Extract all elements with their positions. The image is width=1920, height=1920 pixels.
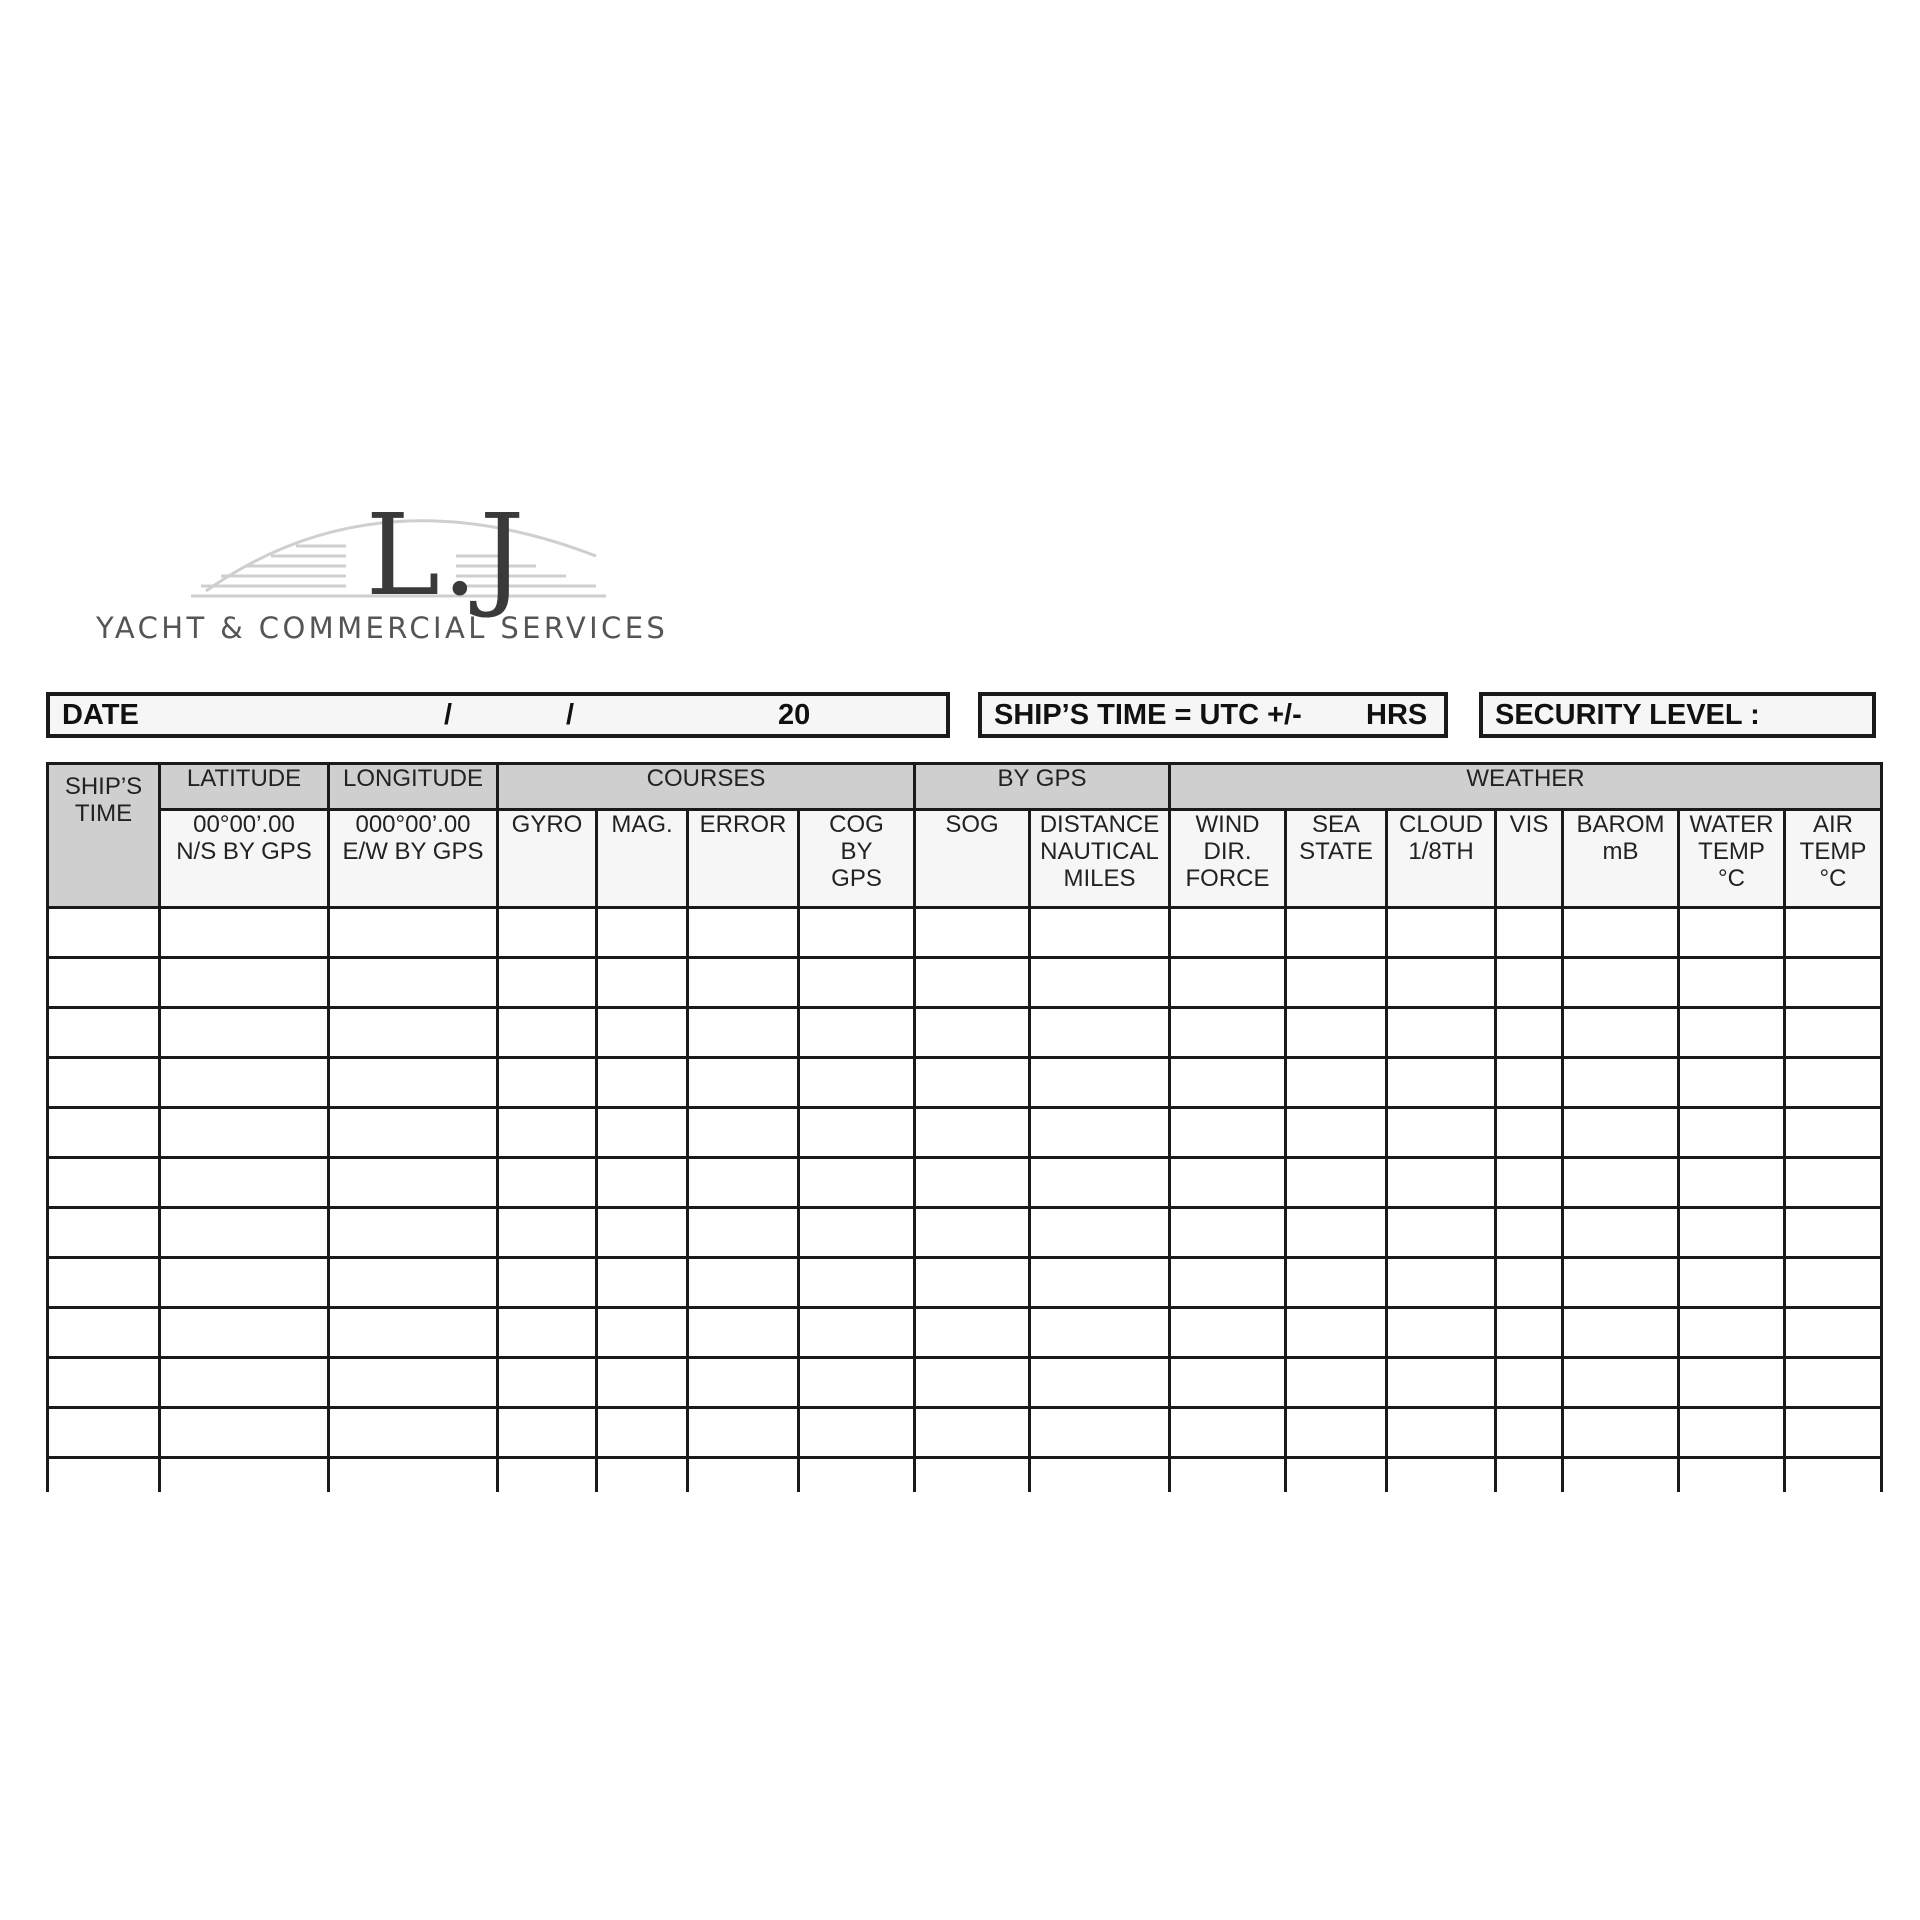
log-cell[interactable] (597, 1208, 688, 1258)
log-cell[interactable] (597, 908, 688, 958)
log-cell[interactable] (1563, 1258, 1679, 1308)
log-cell[interactable] (688, 1008, 799, 1058)
log-cell[interactable] (1679, 1308, 1785, 1358)
date-label: DATE (62, 699, 139, 731)
subheader-cog-by-gps: COG BY GPS (799, 810, 915, 908)
log-cell[interactable] (915, 1208, 1030, 1258)
date-box[interactable] (46, 692, 950, 738)
log-cell[interactable] (1496, 1008, 1563, 1058)
header-by-gps: BY GPS (915, 764, 1170, 810)
table-row (48, 1408, 1882, 1458)
log-cell[interactable] (1785, 1458, 1882, 1492)
subheader-longitude-format: 000°00’.00 E/W BY GPS (329, 810, 498, 908)
log-cell[interactable] (498, 1058, 597, 1108)
log-cell[interactable] (1496, 1258, 1563, 1308)
subheader-distance: DISTANCE NAUTICAL MILES (1030, 810, 1170, 908)
log-cell[interactable] (688, 958, 799, 1008)
log-cell[interactable] (688, 1108, 799, 1158)
log-cell[interactable] (915, 908, 1030, 958)
log-cell[interactable] (1496, 1408, 1563, 1458)
log-cell[interactable] (329, 1208, 498, 1258)
subheader-gyro: GYRO (498, 810, 597, 908)
log-cell[interactable] (688, 1308, 799, 1358)
log-cell[interactable] (48, 1008, 160, 1058)
log-cell[interactable] (1563, 1408, 1679, 1458)
log-cell[interactable] (1679, 1258, 1785, 1308)
log-cell[interactable] (48, 1408, 160, 1458)
log-cell[interactable] (1387, 1008, 1496, 1058)
log-cell[interactable] (329, 1058, 498, 1108)
subheader-error: ERROR (688, 810, 799, 908)
log-cell[interactable] (498, 1308, 597, 1358)
log-cell[interactable] (688, 1258, 799, 1308)
log-cell[interactable] (1030, 1158, 1170, 1208)
log-cell[interactable] (1785, 1108, 1882, 1158)
logo-letters: L.J (365, 491, 527, 621)
subheader-sog: SOG (915, 810, 1030, 908)
log-cell[interactable] (1496, 1058, 1563, 1108)
log-cell[interactable] (1387, 958, 1496, 1008)
log-cell[interactable] (498, 1258, 597, 1308)
header-ships-time: SHIP’S TIME (48, 764, 160, 908)
log-cell[interactable] (1387, 908, 1496, 958)
security-level-box[interactable] (1479, 692, 1876, 738)
log-cell[interactable] (597, 958, 688, 1008)
log-cell[interactable] (1170, 1058, 1286, 1108)
table-row (48, 1058, 1882, 1108)
log-cell[interactable] (915, 1258, 1030, 1308)
log-cell[interactable] (1563, 908, 1679, 958)
log-cell[interactable] (799, 1358, 915, 1408)
log-cell[interactable] (1170, 1258, 1286, 1308)
log-cell[interactable] (1563, 1458, 1679, 1492)
log-cell[interactable] (329, 958, 498, 1008)
log-cell[interactable] (1679, 1008, 1785, 1058)
log-cell[interactable] (48, 1308, 160, 1358)
log-cell[interactable] (799, 1258, 915, 1308)
log-cell[interactable] (597, 1258, 688, 1308)
log-cell[interactable] (1563, 1158, 1679, 1208)
log-cell[interactable] (1170, 908, 1286, 958)
log-cell[interactable] (498, 958, 597, 1008)
log-cell[interactable] (1286, 1208, 1387, 1258)
log-cell[interactable] (1387, 1358, 1496, 1408)
log-cell[interactable] (1563, 1208, 1679, 1258)
log-cell[interactable] (1170, 1208, 1286, 1258)
log-cell[interactable] (597, 1008, 688, 1058)
subheader-latitude-format: 00°00’.00 N/S BY GPS (160, 810, 329, 908)
log-cell[interactable] (799, 1408, 915, 1458)
log-cell[interactable] (1785, 958, 1882, 1008)
date-year: 20 (778, 699, 811, 731)
log-cell[interactable] (1030, 958, 1170, 1008)
log-cell[interactable] (1170, 1108, 1286, 1158)
header-weather: WEATHER (1170, 764, 1882, 810)
log-cell[interactable] (160, 1458, 329, 1492)
log-cell[interactable] (1030, 1208, 1170, 1258)
log-cell[interactable] (1496, 908, 1563, 958)
log-cell[interactable] (1785, 1208, 1882, 1258)
log-cell[interactable] (597, 1108, 688, 1158)
log-cell[interactable] (160, 958, 329, 1008)
log-cell[interactable] (48, 958, 160, 1008)
log-cell[interactable] (1496, 1158, 1563, 1208)
log-cell[interactable] (915, 1008, 1030, 1058)
table-row (48, 908, 1882, 958)
log-cell[interactable] (1563, 1358, 1679, 1408)
log-cell[interactable] (48, 1258, 160, 1308)
log-cell[interactable] (1170, 1158, 1286, 1208)
log-cell[interactable] (915, 1408, 1030, 1458)
log-cell[interactable] (498, 1408, 597, 1458)
log-cell[interactable] (1679, 1108, 1785, 1158)
ships-time-label: SHIP’S TIME = UTC +/- (994, 699, 1302, 731)
log-cell[interactable] (915, 1058, 1030, 1108)
log-cell[interactable] (1387, 1058, 1496, 1108)
subheader-vis: VIS (1496, 810, 1563, 908)
log-cell[interactable] (1563, 958, 1679, 1008)
log-cell[interactable] (1286, 1358, 1387, 1408)
log-cell[interactable] (597, 1158, 688, 1208)
log-cell[interactable] (915, 958, 1030, 1008)
security-level-label: SECURITY LEVEL : (1495, 699, 1760, 731)
subheader-sea-state: SEA STATE (1286, 810, 1387, 908)
log-cell[interactable] (329, 1258, 498, 1308)
log-cell[interactable] (1679, 1358, 1785, 1408)
log-cell[interactable] (329, 1308, 498, 1358)
log-cell[interactable] (160, 1308, 329, 1358)
log-cell[interactable] (1030, 1308, 1170, 1358)
table-row (48, 1158, 1882, 1208)
date-slash-2: / (566, 699, 575, 731)
log-cell[interactable] (329, 1458, 498, 1492)
table-row (48, 1358, 1882, 1408)
log-cell[interactable] (799, 1208, 915, 1258)
log-cell[interactable] (1170, 958, 1286, 1008)
ships-time-unit: HRS (1366, 699, 1428, 731)
log-cell[interactable] (1286, 1058, 1387, 1108)
header-courses: COURSES (498, 764, 915, 810)
log-cell[interactable] (1785, 1358, 1882, 1408)
log-cell[interactable] (48, 1458, 160, 1492)
log-cell[interactable] (1387, 1408, 1496, 1458)
log-cell[interactable] (799, 958, 915, 1008)
log-cell[interactable] (1679, 958, 1785, 1008)
log-cell[interactable] (1785, 1258, 1882, 1308)
log-cell[interactable] (1496, 1458, 1563, 1492)
log-cell[interactable] (688, 1208, 799, 1258)
date-slash-1: / (444, 699, 453, 731)
log-cell[interactable] (799, 1058, 915, 1108)
log-cell[interactable] (1170, 1308, 1286, 1358)
log-cell[interactable] (915, 1458, 1030, 1492)
log-cell[interactable] (1030, 1008, 1170, 1058)
log-cell[interactable] (1387, 1308, 1496, 1358)
subheader-wind: WIND DIR. FORCE (1170, 810, 1286, 908)
log-cell[interactable] (1679, 908, 1785, 958)
log-cell[interactable] (1785, 1158, 1882, 1208)
log-cell[interactable] (915, 1158, 1030, 1208)
log-cell[interactable] (1387, 1458, 1496, 1492)
log-cell[interactable] (799, 1308, 915, 1358)
log-cell[interactable] (688, 908, 799, 958)
log-cell[interactable] (799, 1008, 915, 1058)
log-cell[interactable] (597, 1408, 688, 1458)
log-cell[interactable] (915, 1358, 1030, 1408)
log-cell[interactable] (597, 1308, 688, 1358)
log-cell[interactable] (329, 1408, 498, 1458)
table-row (48, 1308, 1882, 1358)
header-longitude: LONGITUDE (329, 764, 498, 810)
log-cell[interactable] (1496, 1308, 1563, 1358)
log-cell[interactable] (1030, 1358, 1170, 1408)
ships-time-box[interactable] (978, 692, 1448, 738)
log-cell[interactable] (1170, 1408, 1286, 1458)
log-cell[interactable] (1286, 1258, 1387, 1308)
log-cell[interactable] (160, 1408, 329, 1458)
log-cell[interactable] (1563, 1108, 1679, 1158)
log-cell[interactable] (1785, 1008, 1882, 1058)
subheader-barom: BAROM mB (1563, 810, 1679, 908)
subheader-cloud: CLOUD 1/8TH (1387, 810, 1496, 908)
log-cell[interactable] (498, 1358, 597, 1408)
log-cell[interactable] (160, 908, 329, 958)
table-row (48, 1208, 1882, 1258)
log-cell[interactable] (1170, 1008, 1286, 1058)
log-cell[interactable] (799, 1108, 915, 1158)
log-cell[interactable] (1286, 1458, 1387, 1492)
log-cell[interactable] (160, 1258, 329, 1308)
table-row (48, 1008, 1882, 1058)
log-cell[interactable] (1679, 1208, 1785, 1258)
log-cell[interactable] (498, 1158, 597, 1208)
log-cell[interactable] (329, 1158, 498, 1208)
log-cell[interactable] (1785, 1058, 1882, 1108)
log-cell[interactable] (799, 1158, 915, 1208)
log-cell[interactable] (329, 1008, 498, 1058)
log-cell[interactable] (1286, 1408, 1387, 1458)
log-cell[interactable] (160, 1158, 329, 1208)
log-cell[interactable] (1563, 1058, 1679, 1108)
subheader-water-temp: WATER TEMP °C (1679, 810, 1785, 908)
log-cell[interactable] (329, 1108, 498, 1158)
log-cell[interactable] (1387, 1258, 1496, 1308)
log-cell[interactable] (498, 908, 597, 958)
log-cell[interactable] (799, 1458, 915, 1492)
log-cell[interactable] (48, 1358, 160, 1408)
log-cell[interactable] (1030, 1058, 1170, 1108)
log-cell[interactable] (1030, 1108, 1170, 1158)
log-cell[interactable] (1496, 958, 1563, 1008)
log-cell[interactable] (498, 1208, 597, 1258)
log-cell[interactable] (160, 1108, 329, 1158)
log-cell[interactable] (1030, 1258, 1170, 1308)
log-cell[interactable] (498, 1458, 597, 1492)
log-cell[interactable] (48, 1058, 160, 1108)
log-cell[interactable] (160, 1208, 329, 1258)
log-cell[interactable] (160, 1008, 329, 1058)
log-cell[interactable] (48, 1108, 160, 1158)
log-cell[interactable] (1785, 908, 1882, 958)
log-cell[interactable] (688, 1458, 799, 1492)
log-cell[interactable] (1496, 1108, 1563, 1158)
log-cell[interactable] (597, 1358, 688, 1408)
log-cell[interactable] (1679, 1058, 1785, 1108)
log-cell[interactable] (1286, 1158, 1387, 1208)
log-cell[interactable] (1286, 1308, 1387, 1358)
log-cell[interactable] (1286, 908, 1387, 958)
log-cell[interactable] (498, 1108, 597, 1158)
log-cell[interactable] (597, 1458, 688, 1492)
log-cell[interactable] (329, 908, 498, 958)
logo-tagline: YACHT & COMMERCIAL SERVICES (96, 611, 669, 645)
log-entries (48, 908, 1882, 1492)
log-cell[interactable] (1030, 1408, 1170, 1458)
log-cell[interactable] (1387, 1158, 1496, 1208)
log-cell[interactable] (1286, 958, 1387, 1008)
header-latitude: LATITUDE (160, 764, 329, 810)
subheader-mag: MAG. (597, 810, 688, 908)
log-cell[interactable] (915, 1108, 1030, 1158)
log-cell[interactable] (1496, 1358, 1563, 1408)
log-cell[interactable] (48, 908, 160, 958)
log-cell[interactable] (1496, 1208, 1563, 1258)
log-cell[interactable] (688, 1058, 799, 1108)
log-cell[interactable] (48, 1208, 160, 1258)
log-cell[interactable] (1286, 1108, 1387, 1158)
log-cell[interactable] (915, 1308, 1030, 1358)
log-cell[interactable] (498, 1008, 597, 1058)
log-cell[interactable] (1387, 1208, 1496, 1258)
log-cell[interactable] (1387, 1108, 1496, 1158)
log-cell[interactable] (1030, 908, 1170, 958)
log-cell[interactable] (329, 1358, 498, 1408)
log-cell[interactable] (48, 1158, 160, 1208)
log-cell[interactable] (160, 1058, 329, 1108)
log-cell[interactable] (1170, 1458, 1286, 1492)
table-row (48, 1258, 1882, 1308)
log-cell[interactable] (688, 1158, 799, 1208)
log-cell[interactable] (1785, 1308, 1882, 1358)
table-row (48, 1458, 1882, 1492)
log-cell[interactable] (160, 1358, 329, 1408)
log-cell[interactable] (1679, 1408, 1785, 1458)
log-cell[interactable] (597, 1058, 688, 1108)
table-row (48, 1108, 1882, 1158)
log-cell[interactable] (1170, 1358, 1286, 1408)
log-cell[interactable] (1286, 1008, 1387, 1058)
subheader-air-temp: AIR TEMP °C (1785, 810, 1882, 908)
log-cell[interactable] (1030, 1458, 1170, 1492)
log-cell[interactable] (1563, 1308, 1679, 1358)
log-cell[interactable] (1563, 1008, 1679, 1058)
log-cell[interactable] (1679, 1458, 1785, 1492)
log-cell[interactable] (799, 908, 915, 958)
log-cell[interactable] (1679, 1158, 1785, 1208)
navigation-log-table (46, 762, 1883, 1492)
log-cell[interactable] (1785, 1408, 1882, 1458)
company-logo (96, 491, 676, 656)
log-cell[interactable] (688, 1408, 799, 1458)
log-cell[interactable] (688, 1358, 799, 1408)
table-row (48, 958, 1882, 1008)
